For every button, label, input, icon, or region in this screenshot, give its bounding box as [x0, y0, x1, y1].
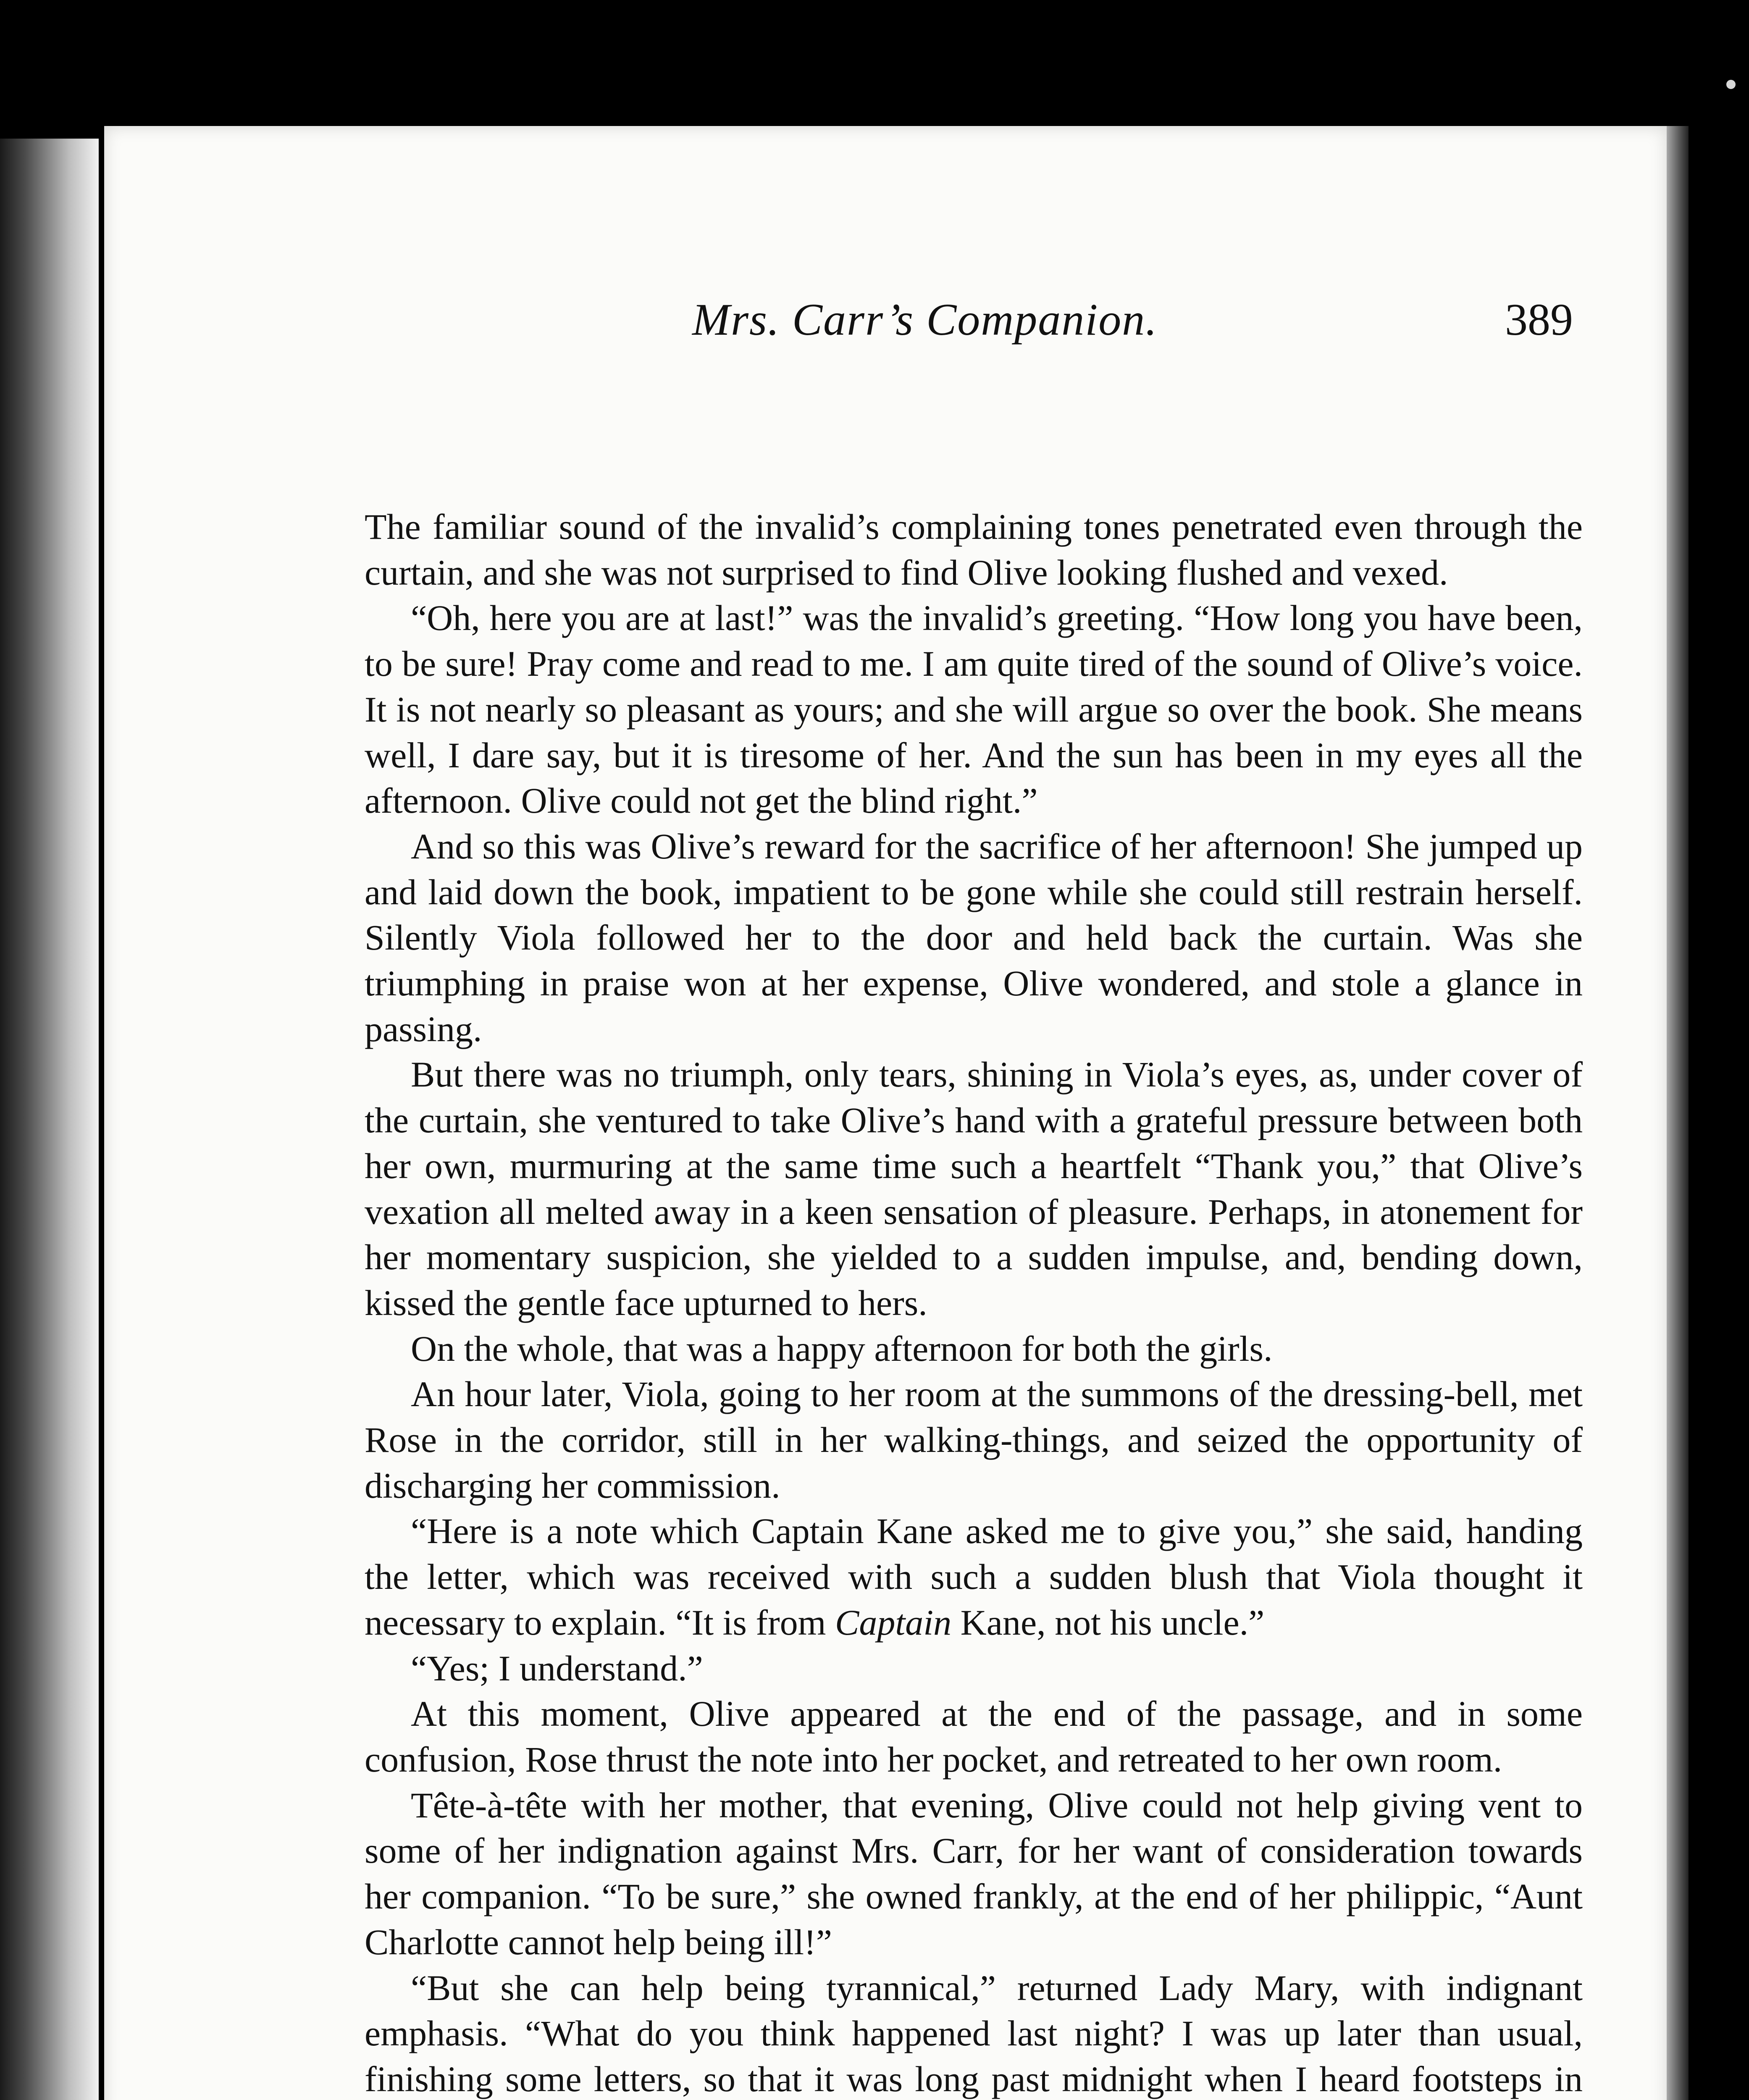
paragraph: Tête-à-tête with her mother, that evening, Olive could not help giving vent to some of her indignation against Mrs. Carr, for her want of consideration towards her companion. “To be sure,” she owned frankly, at the end of her philippic, “Aunt Charlotte cannot help being ill!” — [365, 1785, 1583, 1962]
paragraph: An hour later, Viola, going to her room at the summons of the dressing-bell, met Rose in the corridor, still in her walking-things, and seized the opportunity of discharging her commission. — [365, 1374, 1583, 1506]
paragraph: “Yes; I understand.” — [411, 1648, 703, 1688]
book-page — [104, 126, 1667, 2100]
running-head — [104, 294, 1667, 361]
paragraph: And so this was Olive’s reward for the sacrifice of her afternoon! She jumped up and laid down the book, impatient to be gone while she could still restrain herself. Silently Viola followed her to the door and held back the curtain. Was she triumphing in praise won at her expense, Olive wondered, and stole a glance in passing. — [365, 826, 1583, 1049]
italic-word: Captain — [835, 1602, 952, 1643]
page-number: 389 — [1505, 295, 1573, 345]
paragraph: At this moment, Olive appeared at the end of the passage, and in some confusion, Rose thrust the note into her pocket, and retreated to her own room. — [365, 1693, 1583, 1780]
paragraph-text: Kane, not his uncle.” — [951, 1602, 1265, 1643]
right-page-edge — [1667, 126, 1689, 2100]
scan-speck — [1726, 80, 1736, 89]
paragraph-text: “Here is a note which Captain Kane asked me to give you,” she said, handing the letter, which was received with such a sudden blush that Viola thought it necessary to explain. “It is from — [365, 1511, 1583, 1643]
paragraph: On the whole, that was a happy afternoon for both the girls. — [411, 1328, 1273, 1369]
paragraph: The familiar sound of the invalid’s complaining tones penetrated even through the curtain, and she was not surprised to find Olive looking flushed and vexed. — [365, 507, 1583, 593]
paragraph — [365, 1508, 1583, 1645]
left-page-edge — [0, 139, 99, 2100]
paragraph: But there was no triumph, only tears, shining in Viola’s eyes, as, under cover of the curtain, she ventured to take Olive’s hand with a grateful pressure between both her own, murmuring at the same time such a heartfelt “Thank you,” that Olive’s vexation all melted away in a keen sensation of pleasure. Perhaps, in atonement for her momentary suspicion, she yielded to a sudden impulse, and, bending down, kissed the gentle face upturned to hers. — [365, 1054, 1583, 1323]
paragraph: “Oh, here you are at last!” was the invalid’s greeting. “How long you have been, to be sure! Pray come and read to me. I am quite tired of the sound of Olive’s voice. It is not nearly so pleasant as yours; and she will argue so over the book. She means well, I dare say, but it is tiresome of her. And the sun has been in my eyes all the afternoon. Olive could not get the blind right.” — [365, 598, 1583, 821]
body-text — [365, 504, 1583, 2100]
paragraph: “But she can help being tyrannical,” returned Lady Mary, with indignant emphasis. “What do you think happened last night? I was up later than usual, finishing some letters, so that it was long past midnight when I heard footsteps in — [365, 1967, 1583, 2099]
running-title: Mrs. Carr’s Companion. — [692, 295, 1158, 345]
